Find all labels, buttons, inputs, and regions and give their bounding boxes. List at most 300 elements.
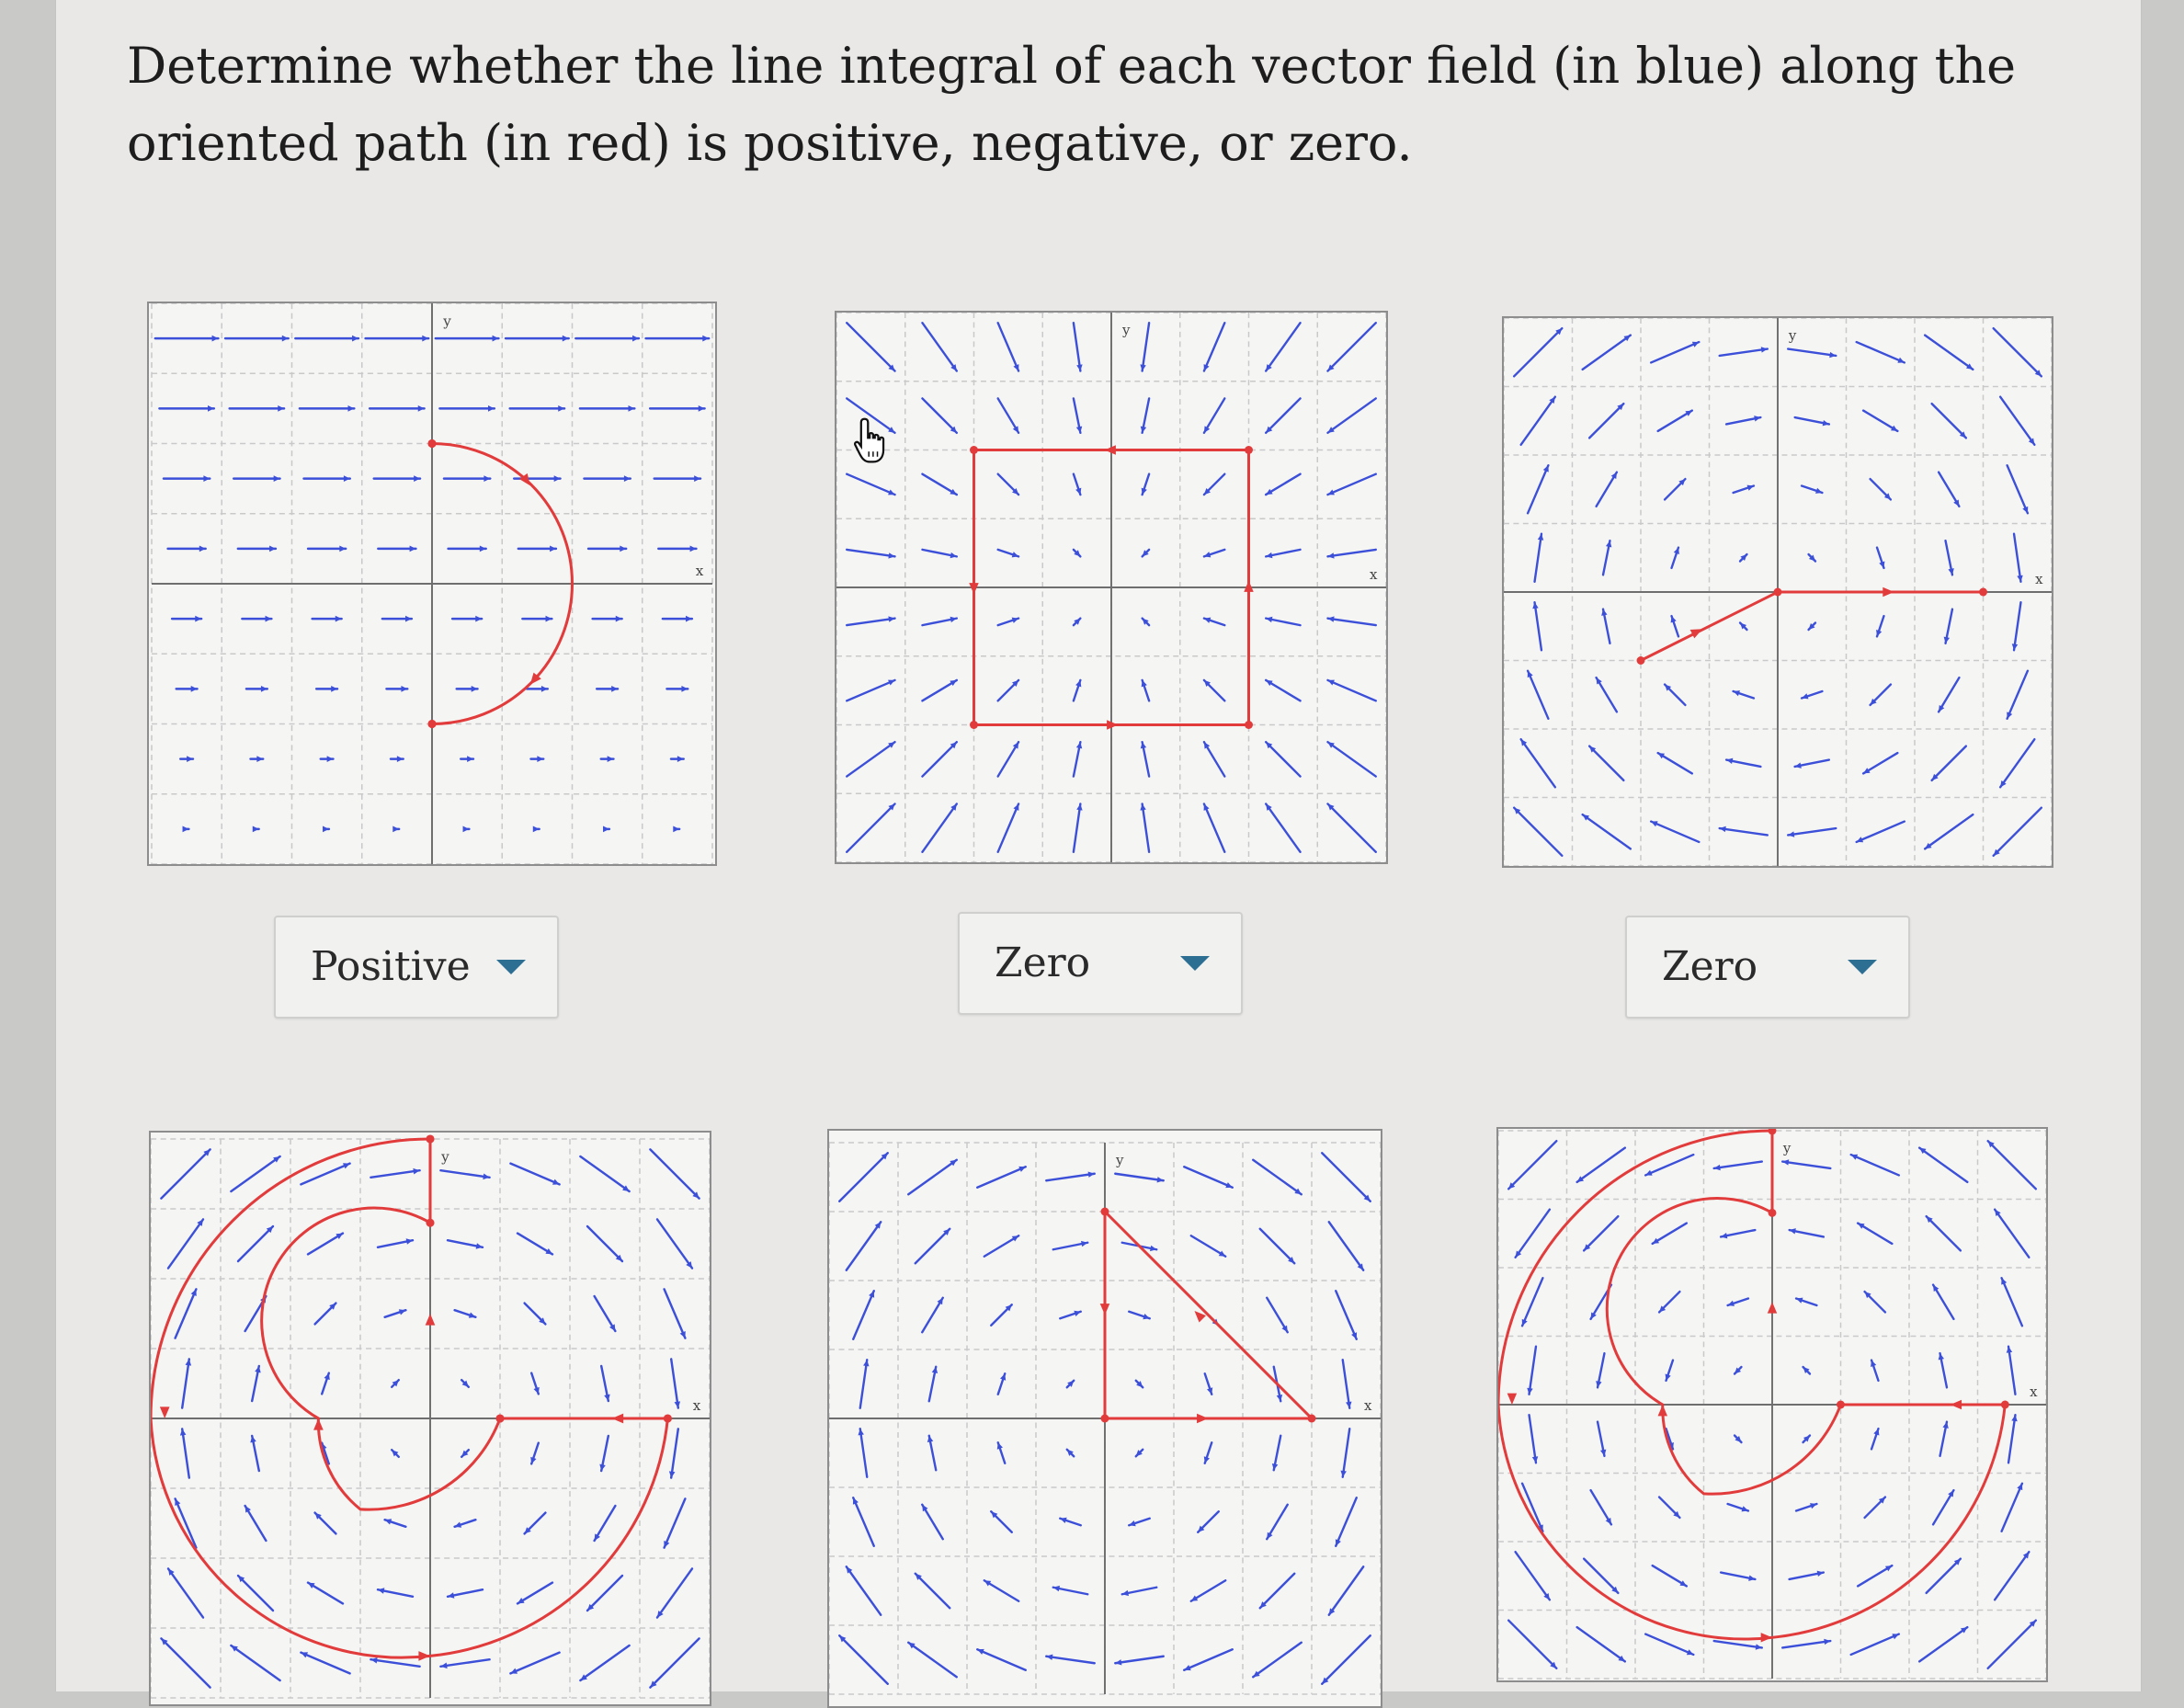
field-arrow <box>1266 398 1300 432</box>
field-arrow <box>847 1222 882 1270</box>
field-arrow <box>657 1219 692 1268</box>
plot-5-svg <box>829 1131 1381 1706</box>
field-arrow <box>1184 1649 1233 1670</box>
field-arrow <box>587 1226 622 1261</box>
field-arrow-head <box>1143 1314 1149 1319</box>
field-arrow <box>847 474 894 495</box>
path-point <box>1101 1208 1109 1216</box>
path-point <box>1774 588 1782 597</box>
field-arrow-head <box>1728 1301 1735 1306</box>
field-arrow-head <box>1666 1374 1671 1381</box>
path-direction-arrow <box>1244 581 1253 592</box>
field-arrow <box>908 1643 957 1678</box>
field-arrow-head <box>256 756 263 762</box>
x-axis-label: x <box>1364 1397 1372 1414</box>
field-arrow <box>1530 1347 1536 1395</box>
field-arrow <box>847 680 894 700</box>
field-arrow <box>1266 323 1300 370</box>
field-arrow <box>1925 814 1973 848</box>
caret-down-icon <box>1180 956 1210 971</box>
field-arrow <box>2002 1278 2022 1326</box>
field-arrow <box>1651 342 1699 362</box>
plot-1 <box>147 302 717 866</box>
field-arrow-head <box>1000 1373 1006 1380</box>
field-arrow-head <box>530 1457 536 1464</box>
grid <box>152 303 712 864</box>
answer-dropdown-2[interactable] <box>958 912 1243 1015</box>
field-arrow <box>839 1635 888 1684</box>
field-arrow-head <box>410 546 416 552</box>
field-arrow <box>1788 349 1836 356</box>
field-arrow <box>1528 465 1548 513</box>
field-arrow <box>370 1659 419 1667</box>
field-arrow <box>1851 1155 1899 1175</box>
field-arrow <box>1046 1657 1095 1664</box>
field-arrow-head <box>1012 618 1018 623</box>
hand-pointer-icon <box>850 416 893 467</box>
field-arrow-head <box>405 616 412 622</box>
field-arrow-head <box>467 756 473 762</box>
field-arrow-head <box>199 546 206 552</box>
field-arrow <box>440 1170 489 1178</box>
field-arrow <box>161 1638 210 1687</box>
field-arrow <box>1204 803 1224 851</box>
field-arrow <box>301 1653 349 1674</box>
field-arrow <box>860 1429 868 1477</box>
field-arrow <box>1074 323 1080 370</box>
path <box>151 1134 672 1660</box>
path-point <box>664 1414 672 1422</box>
field-arrow <box>998 323 1018 370</box>
field-arrow <box>916 1574 950 1609</box>
field-arrow <box>671 1359 678 1407</box>
field-arrow <box>998 803 1018 851</box>
field-arrow-head <box>673 826 679 833</box>
x-axis-label: x <box>2030 1383 2038 1401</box>
field-arrow <box>1583 336 1631 370</box>
path-direction-arrow <box>612 1414 624 1424</box>
path-point <box>1245 446 1253 454</box>
path-direction-arrow <box>426 1314 436 1326</box>
field-arrow <box>977 1649 1026 1670</box>
field-arrow <box>1994 808 2042 856</box>
field-arrow <box>922 742 956 776</box>
path-point <box>1308 1415 1316 1423</box>
field-arrow-head <box>183 826 189 833</box>
field-arrow-head <box>1802 693 1808 699</box>
field-arrow <box>238 1226 273 1261</box>
field-arrow <box>839 1153 888 1201</box>
dropdown-2-value: Zero <box>995 939 1091 986</box>
field-arrow-head <box>1074 1311 1080 1316</box>
field-arrow-head <box>187 756 193 762</box>
field-arrow-head <box>253 826 259 833</box>
field-arrow <box>1322 1153 1371 1201</box>
field-arrow-head <box>392 826 399 833</box>
field-arrow-head <box>1734 690 1740 696</box>
field-arrow <box>2008 671 2028 719</box>
field-arrow-head <box>1207 1387 1212 1394</box>
field-arrow-head <box>533 826 540 833</box>
field-arrow <box>853 1291 874 1339</box>
field-arrow <box>847 803 894 851</box>
field-arrow <box>587 1576 622 1611</box>
field-arrow <box>1508 1621 1556 1668</box>
path-direction-arrow <box>1768 1302 1777 1313</box>
field-arrow <box>1535 602 1541 650</box>
field-arrow <box>161 1149 210 1198</box>
field-arrow <box>370 1170 419 1178</box>
field-arrow <box>1514 328 1562 376</box>
field-arrow <box>580 1156 629 1191</box>
field-arrow <box>1508 1141 1556 1189</box>
field-arrow-head <box>550 546 556 552</box>
field-arrow-head <box>541 686 548 692</box>
path-point <box>1769 1209 1777 1217</box>
x-axis-label: x <box>695 562 704 579</box>
plot-6-svg <box>1498 1129 2046 1680</box>
field-arrow <box>671 1429 678 1477</box>
field-arrow <box>1932 404 1966 438</box>
field-arrow-head <box>1075 488 1081 495</box>
y-axis-label: y <box>1116 1152 1124 1168</box>
plot-4-svg <box>151 1133 710 1704</box>
path-point <box>426 1134 434 1143</box>
field-arrow <box>1714 1162 1762 1168</box>
field-arrow-head <box>686 616 692 622</box>
field-arrow-head <box>414 475 420 482</box>
field-arrow <box>1327 474 1375 495</box>
field-arrow-head <box>463 826 470 833</box>
field-arrow <box>847 619 894 625</box>
field-arrow-head <box>327 756 334 762</box>
question-text: Determine whether the line integral of each vector field (in blue) along the oriented path (in red) is positive, negative, or zero. <box>127 37 2017 172</box>
field-arrow <box>1577 1627 1625 1661</box>
field-arrow <box>1788 828 1836 835</box>
field-arrow-head <box>1012 552 1018 557</box>
path-direction-arrow <box>313 1418 324 1430</box>
field-arrow-head <box>261 686 267 692</box>
field-arrow <box>1589 404 1623 438</box>
path-direction-arrow <box>1761 1633 1772 1642</box>
field-arrow <box>1995 1552 2029 1600</box>
field-arrow-head <box>620 546 626 552</box>
field-arrow <box>665 1289 686 1338</box>
field-arrow <box>1143 323 1149 370</box>
plot-6 <box>1496 1127 2048 1682</box>
field-arrow <box>238 1576 273 1611</box>
field-arrow-head <box>1879 562 1884 568</box>
path-point <box>1637 656 1645 665</box>
plot-2-svg <box>836 313 1386 862</box>
field-arrow <box>1521 397 1555 445</box>
plot-3-svg <box>1504 318 2052 866</box>
field-arrow <box>1583 814 1631 848</box>
grid <box>836 313 1386 862</box>
field-arrow <box>1327 398 1375 432</box>
field-arrow <box>1343 1360 1350 1408</box>
field-arrow <box>860 1360 868 1408</box>
field-arrow-head <box>611 686 618 692</box>
field-arrow <box>657 1568 692 1617</box>
field-arrow <box>2000 397 2034 445</box>
field-arrow-head <box>282 336 289 342</box>
field-arrow <box>1932 746 1966 780</box>
field-arrow <box>1204 323 1224 370</box>
field-arrow <box>2014 534 2020 582</box>
field-arrow-head <box>702 336 709 342</box>
field-arrow-head <box>563 336 569 342</box>
field-arrow <box>847 323 894 370</box>
field-arrow <box>922 803 956 851</box>
field-arrow-head <box>339 546 346 552</box>
field-arrow-head <box>212 336 219 342</box>
field-arrow <box>1336 1291 1357 1339</box>
field-arrow <box>908 1160 957 1195</box>
field-arrow <box>1327 680 1375 700</box>
field-arrow <box>2008 1347 2015 1395</box>
field-arrow <box>1253 1160 1302 1195</box>
dropdown-3-value: Zero <box>1662 943 1758 990</box>
field-arrow-head <box>323 826 329 833</box>
field-arrow <box>1046 1174 1095 1181</box>
field-arrow-head <box>699 405 705 412</box>
field-arrow-head <box>455 1521 462 1527</box>
field-arrow-head <box>344 475 350 482</box>
field-arrow <box>231 1645 279 1680</box>
field-arrow <box>1327 742 1375 776</box>
answer-dropdown-3[interactable] <box>1625 916 1910 1019</box>
field-arrow <box>1329 1566 1364 1615</box>
field-arrow-head <box>278 405 284 412</box>
field-arrow-head <box>558 405 564 412</box>
field-arrow <box>2000 739 2034 787</box>
plot-3 <box>1502 316 2053 868</box>
field-arrow <box>1535 534 1541 582</box>
field-arrow-head <box>1142 680 1147 687</box>
field-arrow <box>1584 1559 1618 1593</box>
field-arrow <box>182 1429 189 1477</box>
path-point <box>427 720 436 728</box>
field-arrow <box>1260 1229 1295 1264</box>
field-arrow-head <box>1873 1429 1879 1435</box>
field-arrow <box>182 1359 189 1407</box>
path-point <box>970 721 978 729</box>
field-arrow-head <box>385 1519 392 1524</box>
field-arrow-head <box>208 405 214 412</box>
field-arrow <box>1327 619 1375 625</box>
field-arrow <box>977 1167 1026 1188</box>
field-arrow-head <box>616 616 622 622</box>
field-arrow-head <box>554 475 561 482</box>
field-arrow <box>847 742 894 776</box>
field-arrow <box>1521 739 1555 787</box>
path-point <box>426 1219 434 1227</box>
field-arrow-head <box>475 616 482 622</box>
field-arrow-head <box>1871 1361 1876 1367</box>
path-direction-arrow <box>1883 587 1894 597</box>
field-arrow-head <box>1142 488 1147 495</box>
field-arrow-head <box>1815 488 1822 494</box>
field-arrow <box>1184 1167 1233 1188</box>
field-arrow-head <box>331 686 337 692</box>
field-arrow <box>1988 1141 2036 1189</box>
field-arrow <box>2008 465 2028 513</box>
path-direction-arrow <box>1507 1394 1517 1405</box>
y-axis-label: y <box>443 313 451 330</box>
field-arrow <box>1919 1627 1967 1661</box>
field-arrow <box>1260 1574 1295 1609</box>
field-arrow <box>853 1497 874 1546</box>
field-arrow <box>1651 822 1699 842</box>
field-arrow <box>168 1568 203 1617</box>
path-point <box>1979 588 1987 597</box>
field-arrow-head <box>1742 1506 1748 1511</box>
field-arrow <box>1720 349 1768 356</box>
answer-dropdown-1[interactable] <box>274 916 559 1019</box>
field-arrow-head <box>347 405 354 412</box>
field-arrow <box>1115 1174 1164 1181</box>
field-arrow <box>650 1638 699 1687</box>
field-arrow-head <box>537 756 543 762</box>
field-arrow-head <box>1129 1520 1135 1526</box>
field-arrow <box>1074 803 1080 851</box>
field-arrow <box>1253 1643 1302 1678</box>
field-arrow-head <box>493 336 499 342</box>
field-arrow-head <box>1075 680 1081 687</box>
field-arrow-head <box>624 475 631 482</box>
field-arrow-head <box>533 1387 539 1395</box>
field-arrow-head <box>603 826 609 833</box>
field-arrow <box>1336 1497 1357 1546</box>
field-arrow-head <box>418 405 425 412</box>
field-arrow-head <box>997 1442 1003 1449</box>
path-direction-arrow <box>418 1651 430 1661</box>
field-arrow <box>1919 1148 1967 1182</box>
field-arrow <box>1322 1635 1371 1684</box>
field-arrow-head <box>469 1312 476 1317</box>
field-arrow-head <box>1810 1503 1816 1509</box>
x-axis-label: x <box>1370 566 1378 584</box>
field-arrow-head <box>681 686 688 692</box>
field-arrow <box>847 1566 882 1615</box>
field-arrow <box>440 1659 489 1667</box>
field-arrow <box>1927 1559 1961 1593</box>
field-arrow-head <box>191 686 198 692</box>
field-arrow <box>1329 1222 1364 1270</box>
field-arrow <box>1516 1552 1550 1600</box>
y-axis-label: y <box>441 1148 449 1166</box>
field-arrow <box>922 323 956 370</box>
field-arrow-head <box>632 336 639 342</box>
field-arrow-head <box>472 686 478 692</box>
path-point <box>1837 1401 1845 1409</box>
y-axis-label: y <box>1782 1139 1792 1156</box>
field-arrow-head <box>195 616 201 622</box>
field-arrow <box>1925 336 1973 370</box>
field-arrow-head <box>401 686 407 692</box>
path <box>1498 1129 2009 1643</box>
path-point <box>970 446 978 454</box>
path-direction-arrow <box>969 583 978 594</box>
field-arrow <box>1857 342 1905 362</box>
field-arrow <box>1327 550 1375 556</box>
path-direction-arrow <box>160 1406 170 1418</box>
field-arrow-head <box>1204 552 1211 557</box>
field-arrow-head <box>1671 616 1677 622</box>
field-arrow <box>847 550 894 556</box>
field-arrow <box>2008 1415 2015 1463</box>
field-arrow-head <box>1060 1518 1066 1523</box>
field-arrow-head <box>336 616 342 622</box>
field-arrow <box>1994 328 2042 376</box>
path-point <box>1769 1129 1777 1134</box>
field-arrow-head <box>399 1309 406 1315</box>
y-axis-label: y <box>1788 326 1797 344</box>
field-arrow-head <box>628 405 634 412</box>
field-arrow-head <box>1876 630 1882 636</box>
field-arrow <box>1514 808 1562 856</box>
field-arrow <box>1528 671 1548 719</box>
field-arrow <box>916 1229 950 1264</box>
field-arrow-head <box>203 475 210 482</box>
field-arrow-head <box>266 616 272 622</box>
caret-down-icon <box>496 960 526 974</box>
field-arrow <box>510 1653 559 1674</box>
field-arrow <box>1589 746 1623 780</box>
path-point <box>427 439 436 448</box>
field-arrow-head <box>690 546 697 552</box>
field-arrow <box>1143 803 1149 851</box>
field-arrow <box>580 1645 629 1680</box>
field-arrow <box>1343 1429 1350 1477</box>
field-arrow <box>2014 602 2020 650</box>
path-direction-arrow <box>1107 720 1118 729</box>
path-direction-arrow <box>1100 1304 1110 1315</box>
field-arrow <box>1927 1216 1961 1250</box>
field-arrow <box>1584 1216 1618 1250</box>
path-point <box>2001 1401 2009 1409</box>
field-arrow <box>1714 1641 1762 1647</box>
field-arrow-head <box>480 546 486 552</box>
x-axis-label: x <box>2035 571 2043 588</box>
field-arrow-head <box>397 756 404 762</box>
field-arrow-head <box>1796 1298 1803 1304</box>
field-arrow-head <box>274 475 280 482</box>
field-arrow <box>1720 828 1768 835</box>
field-arrow <box>1782 1641 1830 1647</box>
caret-down-icon <box>1848 960 1877 974</box>
field-arrow-head <box>1204 618 1211 623</box>
field-arrow <box>1782 1162 1830 1168</box>
field-arrow <box>922 398 956 432</box>
plot-4 <box>149 1131 711 1706</box>
field-arrow-head <box>546 616 552 622</box>
path-point <box>1101 1415 1109 1423</box>
field-arrow <box>2002 1484 2022 1532</box>
path <box>1100 1208 1316 1424</box>
field-arrow-head <box>269 546 276 552</box>
field-arrow-head <box>1674 548 1679 554</box>
path-direction-arrow <box>1951 1400 1962 1409</box>
field-arrow-head <box>488 405 495 412</box>
path-direction-arrow <box>1197 1414 1208 1424</box>
path-curve <box>151 1139 667 1657</box>
field-arrow-head <box>1204 1456 1210 1463</box>
path-direction-arrow <box>1105 445 1116 454</box>
field-arrow <box>1266 803 1300 851</box>
field-arrow <box>665 1498 686 1547</box>
